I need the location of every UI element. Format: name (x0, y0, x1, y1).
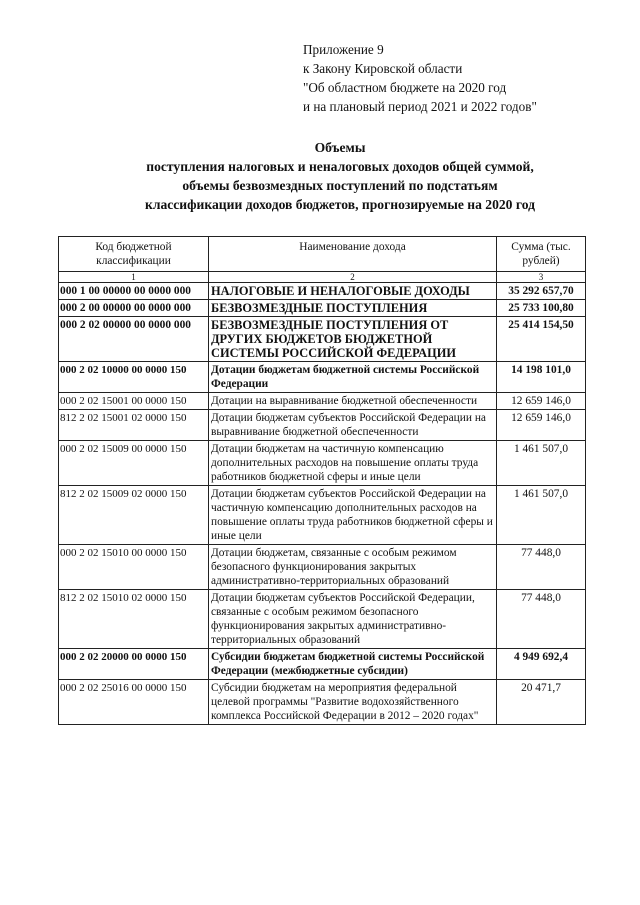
appendix-line: Приложение 9 (303, 42, 384, 57)
row-sum: 25 733 100,80 (497, 300, 586, 317)
row-sum: 77 448,0 (497, 545, 586, 590)
row-name: Дотации бюджетам бюджетной системы Российской Федерации (209, 362, 497, 393)
row-sum: 4 949 692,4 (497, 649, 586, 680)
row-code: 000 2 02 00000 00 0000 000 (59, 317, 209, 362)
title-line: классификации доходов бюджетов, прогнозируемые на 2020 год (144, 197, 535, 212)
row-name: Субсидии бюджетам на мероприятия федеральной целевой программы "Развитие водохозяйственного комплекса Российской Федерации в 2012 – 2020 годах" (209, 680, 497, 725)
row-code: 000 2 02 15010 00 0000 150 (59, 545, 209, 590)
table-row (59, 362, 586, 393)
row-code: 000 2 02 15009 00 0000 150 (59, 441, 209, 486)
row-sum: 1 461 507,0 (497, 441, 586, 486)
row-sum: 12 659 146,0 (497, 410, 586, 441)
column-number-row (59, 272, 586, 283)
column-number: 3 (497, 272, 586, 283)
row-code: 000 2 02 15001 00 0000 150 (59, 393, 209, 410)
table-row (59, 680, 586, 725)
header-sum: Сумма (тыс. рублей) (497, 237, 586, 272)
table-row (59, 317, 586, 362)
row-sum: 14 198 101,0 (497, 362, 586, 393)
table-row (59, 393, 586, 410)
table-row (59, 300, 586, 317)
title-line: объемы безвозмездных поступлений по подстатьям (182, 178, 498, 193)
row-name: Дотации бюджетам, связанные с особым режимом безопасного функционирования закрытых административно-территориальных образований (209, 545, 497, 590)
revenue-table (58, 236, 586, 725)
table-row (59, 649, 586, 680)
column-number: 2 (209, 272, 497, 283)
row-code: 000 2 02 20000 00 0000 150 (59, 649, 209, 680)
row-code: 000 2 02 10000 00 0000 150 (59, 362, 209, 393)
table-header-row (59, 237, 586, 272)
column-number: 1 (59, 272, 209, 283)
appendix-line: "Об областном бюджете на 2020 год (303, 80, 507, 95)
row-sum: 77 448,0 (497, 590, 586, 649)
table-row (59, 410, 586, 441)
table-row (59, 486, 586, 545)
row-name: Дотации бюджетам субъектов Российской Федерации, связанные с особым режимом безопасного функционирования закрытых административно-территориальных образований (209, 590, 497, 649)
row-code: 812 2 02 15010 02 0000 150 (59, 590, 209, 649)
table-row (59, 545, 586, 590)
row-name: НАЛОГОВЫЕ И НЕНАЛОГОВЫЕ ДОХОДЫ (209, 283, 497, 300)
row-code: 000 2 02 25016 00 0000 150 (59, 680, 209, 725)
row-name: Субсидии бюджетам бюджетной системы Российской Федерации (межбюджетные субсидии) (209, 649, 497, 680)
row-code: 000 2 00 00000 00 0000 000 (59, 300, 209, 317)
row-code: 812 2 02 15009 02 0000 150 (59, 486, 209, 545)
row-name: Дотации бюджетам на частичную компенсацию дополнительных расходов на повышение оплаты труда работников бюджетной сферы и иные цели (209, 441, 497, 486)
header-code: Код бюджетной классификации (59, 237, 209, 272)
row-sum: 12 659 146,0 (497, 393, 586, 410)
row-name: Дотации бюджетам субъектов Российской Федерации на выравнивание бюджетной обеспеченности (209, 410, 497, 441)
header-name: Наименование дохода (209, 237, 497, 272)
row-code: 812 2 02 15001 02 0000 150 (59, 410, 209, 441)
row-code: 000 1 00 00000 00 0000 000 (59, 283, 209, 300)
table-row (59, 441, 586, 486)
appendix-note (303, 40, 623, 116)
appendix-line: к Закону Кировской области (303, 61, 463, 76)
appendix-line: и на плановый период 2021 и 2022 годов" (303, 99, 537, 114)
row-sum: 25 414 154,50 (497, 317, 586, 362)
row-name: БЕЗВОЗМЕЗДНЫЕ ПОСТУПЛЕНИЯ ОТ ДРУГИХ БЮДЖЕТОВ БЮДЖЕТНОЙ СИСТЕМЫ РОССИЙСКОЙ ФЕДЕРАЦИИ (209, 317, 497, 362)
row-name: Дотации бюджетам субъектов Российской Федерации на частичную компенсацию дополнительных расходов на повышение оплаты труда работников бюджетной сферы и иные цели (209, 486, 497, 545)
document-title (40, 138, 640, 214)
title-line: Объемы (314, 140, 366, 155)
table-row (59, 590, 586, 649)
row-sum: 20 471,7 (497, 680, 586, 725)
row-name: БЕЗВОЗМЕЗДНЫЕ ПОСТУПЛЕНИЯ (209, 300, 497, 317)
title-line: поступления налоговых и неналоговых доходов общей суммой, (146, 159, 534, 174)
row-name: Дотации на выравнивание бюджетной обеспеченности (209, 393, 497, 410)
table-row (59, 283, 586, 300)
row-sum: 1 461 507,0 (497, 486, 586, 545)
row-sum: 35 292 657,70 (497, 283, 586, 300)
